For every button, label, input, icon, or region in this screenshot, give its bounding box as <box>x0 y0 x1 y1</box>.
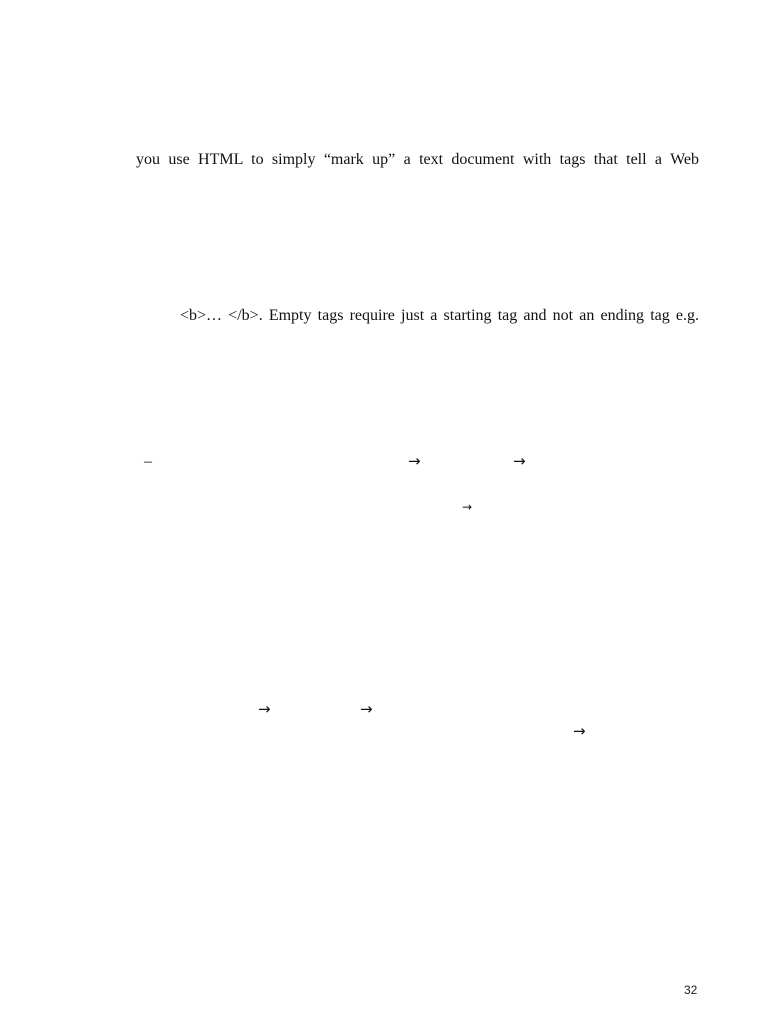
right-arrow-icon: → <box>462 500 473 514</box>
right-arrow-icon: → <box>513 452 526 470</box>
right-arrow-icon: → <box>360 700 373 718</box>
body-text-line: you use HTML to simply “mark up” a text document with tags that tell a Web <box>136 151 699 168</box>
page-number: 32 <box>684 983 698 997</box>
right-arrow-icon: → <box>408 452 421 470</box>
dash-symbol: – <box>144 453 152 470</box>
right-arrow-icon: → <box>258 700 271 718</box>
body-text-line: <b>… </b>. Empty tags require just a starting tag and not an ending tag e.g. <box>180 307 699 324</box>
right-arrow-icon: → <box>573 722 586 740</box>
